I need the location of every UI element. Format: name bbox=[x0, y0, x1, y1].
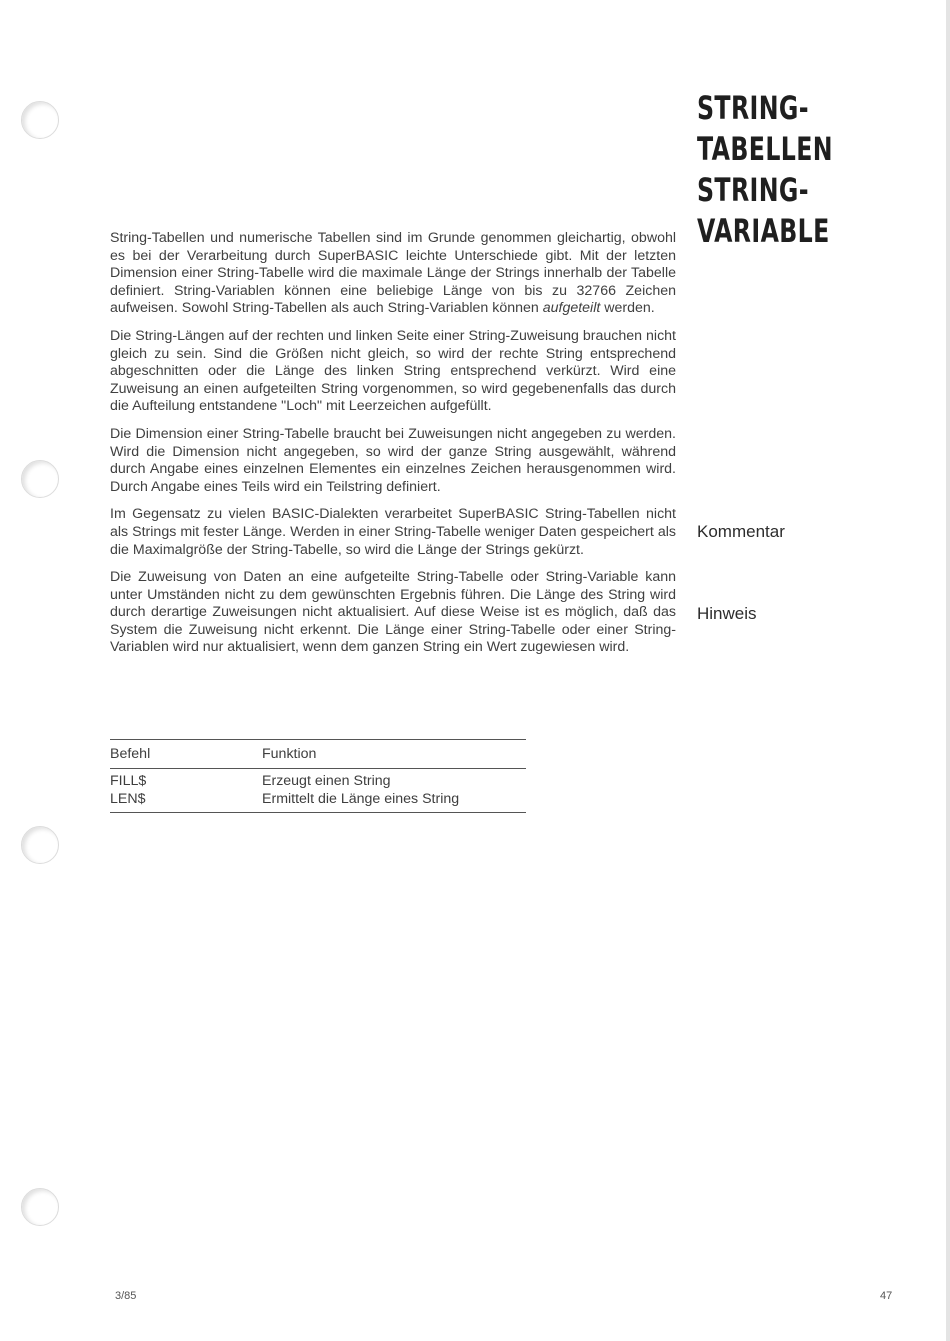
title-line: VARIABLE bbox=[697, 212, 830, 250]
header-cell: Befehl bbox=[110, 746, 151, 762]
punch-hole bbox=[21, 1188, 59, 1226]
table-rule bbox=[110, 812, 526, 813]
punch-hole bbox=[21, 101, 59, 139]
table-header-row bbox=[110, 745, 526, 763]
paragraph-text: String-Tabellen und numerische Tabellen sind im Grunde genommen gleichartig, obwohl es bei der Verarbeitung durch SuperBASIC leichte Unterschiede gibt. Mit der letzten Dimension einer String-Tabelle wird die maximale Länge der Strings innerhalb der Tabelle definiert. String-Variablen können eine beliebige Länge von bis zu 32766 Zeichen aufweisen. Sowohl String-Tabellen als auch String-Variablen können bbox=[110, 230, 676, 317]
table-cell: Ermittelt die Länge eines String bbox=[262, 791, 460, 807]
side-heading-hinweis: Hinweis bbox=[697, 604, 757, 623]
table-rule bbox=[110, 739, 526, 740]
title-line: TABELLEN bbox=[697, 130, 833, 168]
table-cell: LEN$ bbox=[110, 791, 146, 807]
paragraph: Die Dimension einer String-Tabelle braucht bei Zuweisungen nicht angegeben zu werden. Wird die Dimension nicht angegeben, so wird der ganze String ausgewählt, während durch Angabe eines einzelnen Elementes ein einzelnes Zeichen herausgenommen wird. Durch Angabe eines Teils wird ein Teilstring definiert. bbox=[110, 425, 676, 495]
header-cell: Funktion bbox=[262, 746, 317, 762]
punch-hole bbox=[21, 460, 59, 498]
title-line: STRING- bbox=[697, 89, 809, 127]
table-rule bbox=[110, 768, 526, 769]
body-text bbox=[110, 230, 676, 667]
table-row bbox=[110, 790, 526, 808]
table-cell: Erzeugt einen String bbox=[262, 773, 391, 789]
table-cell: FILL$ bbox=[110, 773, 147, 789]
punch-hole bbox=[21, 826, 59, 864]
page-number: 47 bbox=[880, 1290, 893, 1302]
page-edge bbox=[946, 0, 950, 1341]
side-heading-kommentar: Kommentar bbox=[697, 522, 785, 541]
title-line: STRING- bbox=[697, 171, 809, 209]
paragraph: Die Zuweisung von Daten an eine aufgeteilte String-Tabelle oder String-Variable kann unter Umständen nicht zu dem gewünschten Ergebnis führen. Die Länge des String wird durch derartige Zuweisungen nicht aktualisiert. Auf diese Weise ist es möglich, daß das System die Zuweisung nicht erkennt. Die Länge einer String-Tabelle oder einer String-Variablen wird nur aktualisiert, wenn dem ganzen String ein Wert zugewiesen wird. bbox=[110, 569, 676, 656]
paragraph: Die String-Längen auf der rechten und linken Seite einer String-Zuweisung brauchen nicht gleich zu sein. Sind die Größen nicht gleich, so wird der rechte String entsprechend abgeschnitten oder die Länge des linken String entsprechend verkürzt. Wird eine Zuweisung an einen aufgeteilten String vorgenommen, so wird gegebenenfalls das durch die Aufteilung entstandene "Loch" mit Leerzeichen aufgefüllt. bbox=[110, 327, 676, 415]
paragraph-text: werden. bbox=[600, 300, 655, 317]
page-title bbox=[697, 88, 845, 252]
command-table bbox=[110, 739, 526, 813]
paragraph: Im Gegensatz zu vielen BASIC-Dialekten verarbeitet SuperBASIC String-Tabellen nicht als Strings mit fester Länge. Werden in einer String-Tabelle weniger Daten gespeichert als die Maximalgröße der String-Tabelle, so wird die Länge der Strings gekürzt. bbox=[110, 506, 676, 558]
table-row bbox=[110, 772, 526, 790]
emphasis-text: aufgeteilt bbox=[542, 300, 601, 317]
footer-date: 3/85 bbox=[115, 1290, 137, 1302]
paragraph bbox=[110, 230, 676, 318]
